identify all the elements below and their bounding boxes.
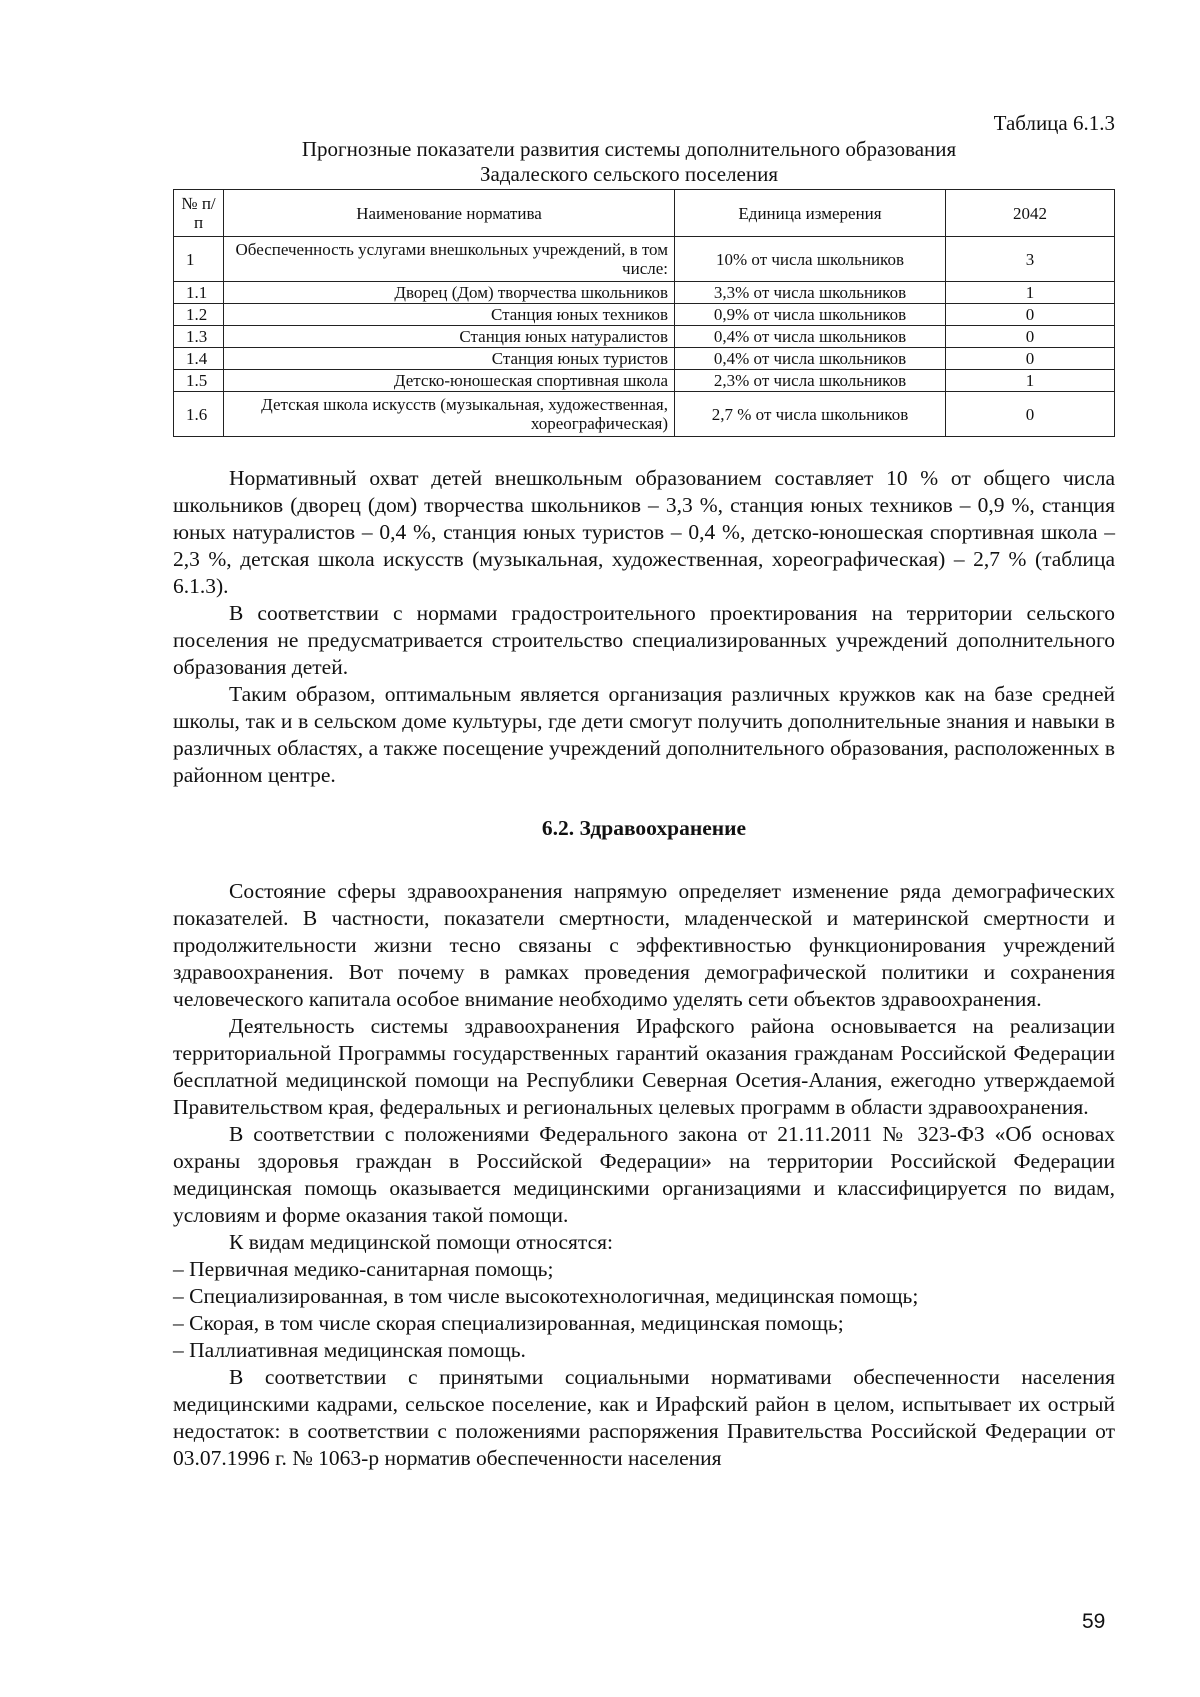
- row-num: 1.1: [174, 282, 224, 304]
- row-name: Обеспеченность услугами внешкольных учреждений, в том числе:: [224, 237, 675, 282]
- row-num: 1: [174, 237, 224, 282]
- header-num: № п/п: [174, 190, 224, 237]
- table-title: [173, 137, 1115, 187]
- paragraph: В соответствии с положениями Федерального закона от 21.11.2011 № 323-ФЗ «Об основах охраны здоровья граждан в Российской Федерации» на территории Российской Федерации медицинская помощь оказывается медицинскими организациями и классифицируется по видам, условиям и форме оказания такой помощи.: [173, 1122, 1115, 1227]
- row-name: Детская школа искусств (музыкальная, художественная, хореографическая): [224, 392, 675, 437]
- row-unit: 2,7 % от числа школьников: [675, 392, 946, 437]
- row-num: 1.5: [174, 370, 224, 392]
- list-item: – Первичная медико-санитарная помощь;: [173, 1257, 554, 1281]
- norms-table: [173, 189, 1115, 437]
- row-value: 0: [946, 326, 1115, 348]
- row-name: Станция юных натуралистов: [224, 326, 675, 348]
- table-row: [174, 304, 1115, 326]
- care-types-list: [173, 1256, 1115, 1364]
- row-unit: 0,4% от числа школьников: [675, 326, 946, 348]
- row-value: 0: [946, 304, 1115, 326]
- table-row: [174, 326, 1115, 348]
- row-value: 0: [946, 392, 1115, 437]
- table-row: [174, 282, 1115, 304]
- row-unit: 0,9% от числа школьников: [675, 304, 946, 326]
- table-row: [174, 370, 1115, 392]
- paragraph: К видам медицинской помощи относятся:: [229, 1230, 613, 1254]
- row-value: 3: [946, 237, 1115, 282]
- table-row: [174, 392, 1115, 437]
- paragraph: Таким образом, оптимальным является организация различных кружков как на базе средней школы, так и в сельском доме культуры, где дети смогут получить дополнительные знания и навыки в различных областях, а также посещение учреждений дополнительного образования, расположенных в районном центре.: [173, 682, 1115, 787]
- row-unit: 0,4% от числа школьников: [675, 348, 946, 370]
- section-heading: 6.2. Здравоохранение: [541, 816, 747, 840]
- row-value: 1: [946, 282, 1115, 304]
- paragraph: Состояние сферы здравоохранения напрямую определяет изменение ряда демографических показателей. В частности, показатели смертности, младенческой и материнской смертности и продолжительности жизни тесно связаны с эффективностью функционирования учреждений здравоохранения. Вот почему в рамках проведения демографической политики и сохранения человеческого капитала особое внимание необходимо уделять сети объектов здравоохранения.: [173, 879, 1115, 1011]
- paragraph: В соответствии с принятыми социальными нормативами обеспеченности населения медицинскими кадрами, сельское поселение, как и Ирафский район в целом, испытывает их острый недостаток: в соответствии с положениями распоряжения Правительства Российской Федерации от 03.07.1996 г. № 1063-р норматив обеспеченности населения: [173, 1365, 1115, 1470]
- table-title-line-1: Прогнозные показатели развития системы дополнительного образования: [301, 137, 957, 161]
- health-text: [173, 878, 1115, 1472]
- table-header-row: [174, 190, 1115, 237]
- list-item: – Специализированная, в том числе высокотехнологичная, медицинская помощь;: [173, 1284, 919, 1308]
- row-name: Детско-юношеская спортивная школа: [224, 370, 675, 392]
- row-num: 1.6: [174, 392, 224, 437]
- row-num: 1.2: [174, 304, 224, 326]
- row-unit: 3,3% от числа школьников: [675, 282, 946, 304]
- row-name: Дворец (Дом) творчества школьников: [224, 282, 675, 304]
- table-row: [174, 237, 1115, 282]
- table-number: Таблица 6.1.3: [993, 111, 1115, 135]
- row-unit: 2,3% от числа школьников: [675, 370, 946, 392]
- table-row: [174, 348, 1115, 370]
- list-item: – Паллиативная медицинская помощь.: [173, 1338, 526, 1362]
- row-num: 1.3: [174, 326, 224, 348]
- row-name: Станция юных техников: [224, 304, 675, 326]
- paragraph: Нормативный охват детей внешкольным образованием составляет 10 % от общего числа школьников (дворец (дом) творчества школьников – 3,3 %, станция юных техников – 0,9 %, станция юных натуралистов – 0,4 %, станция юных туристов – 0,4 %, детско-юношеская спортивная школа – 2,3 %, детская школа искусств (музыкальная, художественная, хореографическая) – 2,7 % (таблица 6.1.3).: [173, 466, 1115, 598]
- page-number: 59: [1082, 1610, 1106, 1633]
- row-value: 0: [946, 348, 1115, 370]
- row-unit: 10% от числа школьников: [675, 237, 946, 282]
- education-text: [173, 465, 1115, 789]
- header-name: Наименование норматива: [224, 190, 675, 237]
- list-item: – Скорая, в том числе скорая специализированная, медицинская помощь;: [173, 1311, 844, 1335]
- document-page: [173, 110, 1115, 1472]
- paragraph: В соответствии с нормами градостроительного проектирования на территории сельского поселения не предусматривается строительство специализированных учреждений дополнительного образования детей.: [173, 601, 1115, 679]
- paragraph: Деятельность системы здравоохранения Ирафского района основывается на реализации территориальной Программы государственных гарантий оказания гражданам Российской Федерации бесплатной медицинской помощи на Республики Северная Осетия-Алания, ежегодно утверждаемой Правительством края, федеральных и региональных целевых программ в области здравоохранения.: [173, 1014, 1115, 1119]
- row-value: 1: [946, 370, 1115, 392]
- row-name: Станция юных туристов: [224, 348, 675, 370]
- header-unit: Единица измерения: [675, 190, 946, 237]
- row-num: 1.4: [174, 348, 224, 370]
- header-year: 2042: [946, 190, 1115, 237]
- table-title-line-2: Задалеского сельского поселения: [480, 162, 778, 186]
